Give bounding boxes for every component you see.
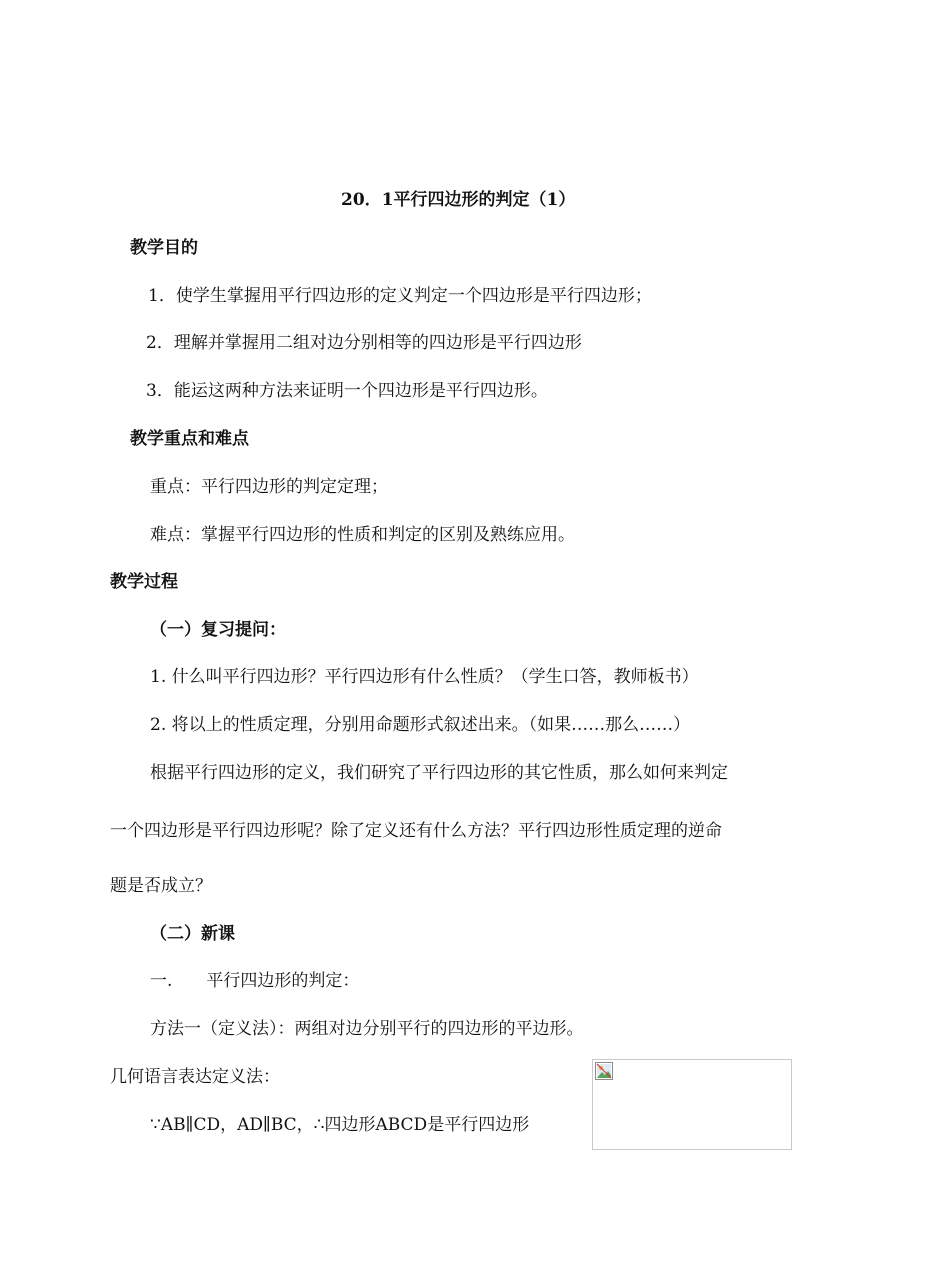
geometry-label: 几何语言表达定义法： [110, 1067, 280, 1087]
goals-heading: 教学目的 [130, 238, 198, 258]
section-title: 一. 平行四边形的判定： [150, 971, 360, 991]
difficult-point: 难点：掌握平行四边形的性质和判定的区别及熟练应用。 [150, 525, 575, 545]
broken-image-icon [595, 1062, 613, 1080]
review-heading: （一）复习提问： [150, 620, 286, 640]
geometry-statement: ∵AB∥CD，AD∥BC，∴四边形ABCD是平行四边形 [150, 1115, 530, 1135]
paragraph-line: 一个四边形是平行四边形呢？除了定义还有什么方法？平行四边形性质定理的逆命 [110, 821, 722, 841]
review-question: 1. 什么叫平行四边形？平行四边形有什么性质？（学生口答，教师板书） [150, 667, 699, 687]
paragraph-line: 题是否成立？ [110, 876, 212, 896]
figure-image-placeholder [592, 1059, 792, 1150]
new-lesson-heading: （二）新课 [150, 924, 235, 944]
goal-item: 2．理解并掌握用二组对边分别相等的四边形是平行四边形 [146, 333, 582, 353]
paragraph-line: 根据平行四边形的定义，我们研究了平行四边形的其它性质，那么如何来判定 [150, 763, 728, 783]
method-one: 方法一（定义法）：两组对边分别平行的四边形的平边形。 [150, 1019, 584, 1039]
goal-item: 3．能运这两种方法来证明一个四边形是平行四边形。 [146, 381, 548, 401]
goal-item: 1．使学生掌握用平行四边形的定义判定一个四边形是平行四边形； [148, 286, 652, 306]
page-title: 20．1平行四边形的判定（1） [341, 190, 576, 210]
key-points-heading: 教学重点和难点 [130, 429, 249, 449]
process-heading: 教学过程 [110, 572, 178, 592]
review-question: 2. 将以上的性质定理，分别用命题形式叙述出来。（如果……那么……） [150, 715, 691, 735]
key-point: 重点：平行四边形的判定定理； [150, 477, 388, 497]
